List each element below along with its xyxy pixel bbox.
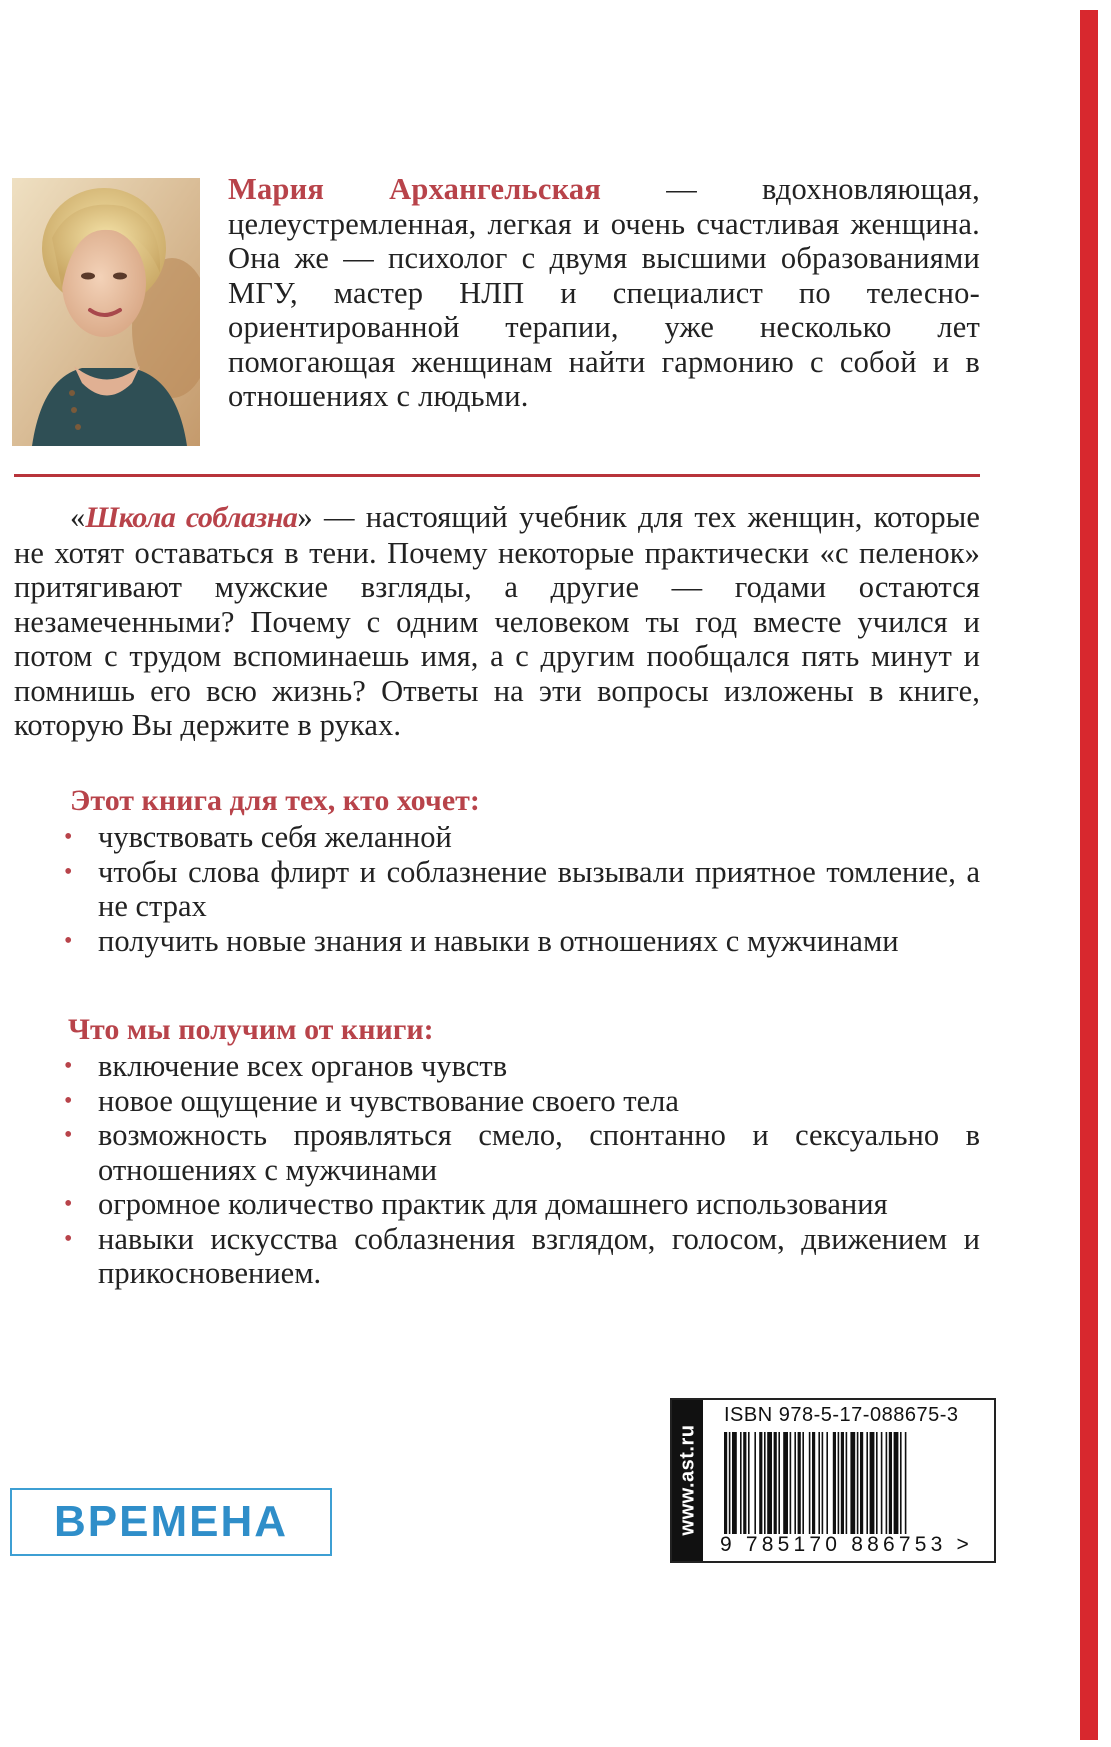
isbn-number: ISBN 978-5-17-088675-3: [724, 1404, 959, 1426]
list-item: • навыки искусства соблазнения взглядом, голосом, движением и прикосновением.: [64, 1221, 980, 1290]
list-item: • включение всех органов чувств: [64, 1049, 508, 1083]
bullet-icon: •: [64, 1225, 73, 1252]
bullet-icon: •: [64, 927, 73, 954]
section2-heading: Что мы получим от книги:: [68, 1013, 434, 1046]
bullet-icon: •: [64, 1087, 73, 1114]
author-bio: [228, 172, 980, 414]
bullet-icon: •: [64, 858, 73, 885]
quote-open: «: [70, 500, 86, 534]
publisher-url: www.ast.ru: [676, 1424, 699, 1536]
section-divider: [14, 474, 980, 477]
list-item: • огромное количество практик для домашнего использования: [64, 1187, 888, 1221]
bullet-icon: •: [64, 824, 73, 850]
author-portrait-image: [12, 178, 200, 446]
ean-number: 9 785170 886753 >: [720, 1533, 973, 1556]
bullet-icon: •: [64, 1191, 73, 1217]
section1-list: [62, 820, 980, 958]
barcode-block: [670, 1398, 996, 1563]
list-item: • возможность проявляться смело, спонтанно и сексуально в отношениях с мужчинами: [64, 1118, 980, 1187]
list-item: • чтобы слова флирт и соблазнение вызывали приятное томление, а не страх: [64, 854, 980, 923]
publisher-logo: [10, 1488, 332, 1556]
quote-close: »: [297, 500, 313, 534]
list-item: • новое ощущение и чувствование своего тела: [64, 1083, 679, 1118]
bullet-icon: •: [64, 1053, 73, 1079]
author-name: Мария Архангельская: [228, 172, 602, 206]
list-item: • чувствовать себя желанной: [64, 820, 452, 854]
bullet-icon: •: [64, 1122, 73, 1148]
publisher-logo-text: ВРЕМЕНА: [53, 1497, 289, 1546]
barcode-bars: [724, 1432, 982, 1534]
intro-text: — настоящий учебник для тех женщин, которые не хотят оставаться в тени. Почему некоторые практически «с пеленок» притягивают мужские взгляды, а другие — годами остаются незамеченными? Почему с одним человеком ты год вместе учился и потом с трудом вспоминаешь имя, а с другим пообщался пять минут и помнишь его всю жизнь? Ответы на эти вопросы изложены в книге, которую Вы держите в руках.: [14, 500, 981, 742]
spine-stripe: [1080, 10, 1098, 1740]
author-photo: [12, 178, 200, 446]
book-title: Школа соблазна: [85, 501, 298, 534]
publisher-url-strip: [672, 1400, 703, 1561]
section2-list: [62, 1049, 980, 1291]
section1-heading: Этот книга для тех, кто хочет:: [70, 784, 480, 817]
author-bio-text: — вдохновляющая, целеустремленная, легкая и очень счастливая женщина. Она же — психолог с двумя высшими образованиями МГУ, мастер НЛП и специалист по телесно-ориентированной терапии, уже несколько лет помогающая женщинам найти гармонию с собой и в отношениях с людьми.: [228, 172, 980, 413]
list-item: • получить новые знания и навыки в отношениях с мужчинами: [64, 923, 899, 958]
intro-paragraph: [14, 500, 980, 743]
